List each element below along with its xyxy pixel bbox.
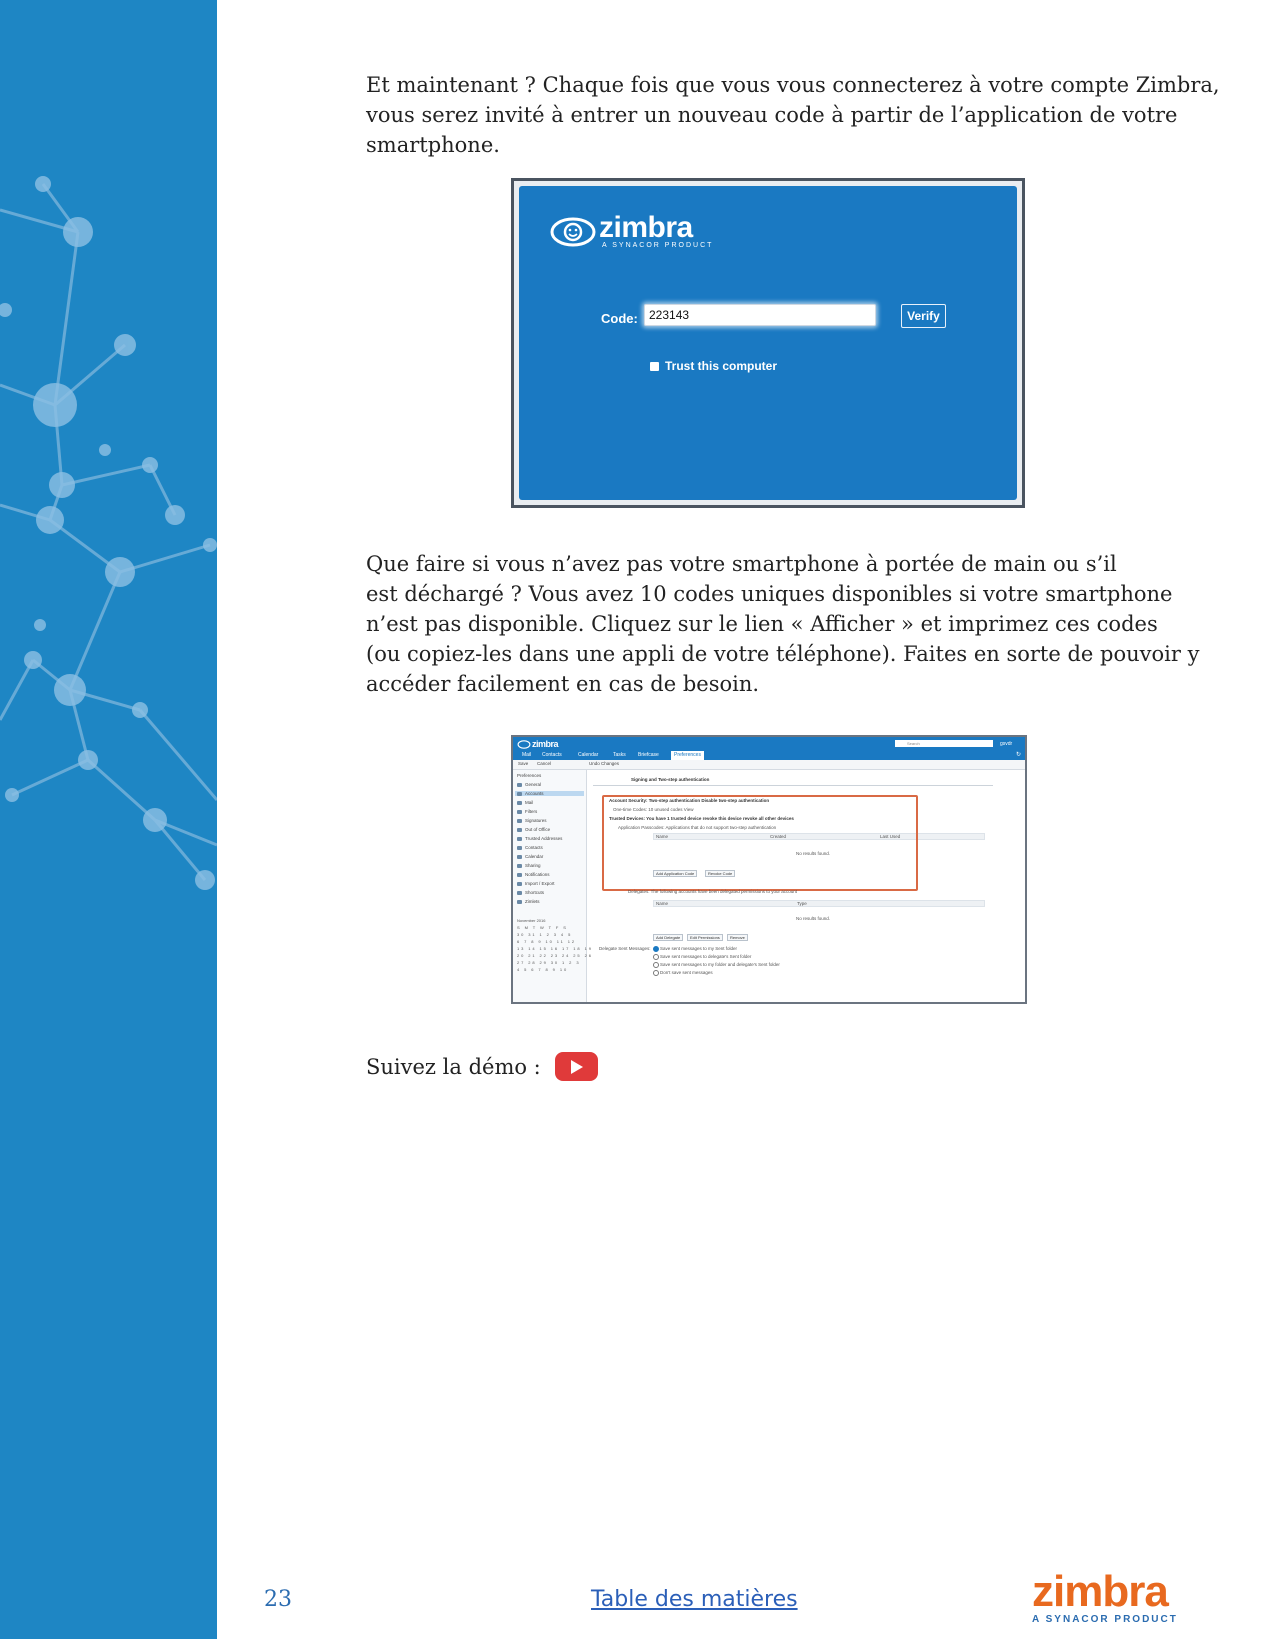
tab-calendar[interactable]: Calendar (578, 752, 599, 758)
nav-preferences[interactable] (517, 773, 541, 778)
brand-tagline: A SYNACOR PRODUCT (602, 242, 714, 249)
footer-brand-name: zimbra (1032, 1567, 1168, 1616)
backup-codes-paragraph (366, 549, 1206, 699)
demo-label: Suivez la démo : (366, 1054, 541, 1079)
nav-label: Signatures (525, 818, 547, 823)
trust-computer-label: Trust this computer (665, 359, 778, 373)
brand-name: zimbra (599, 211, 693, 244)
youtube-play-icon[interactable] (555, 1052, 598, 1081)
notifications-icon (517, 873, 522, 877)
nav-label: Notifications (525, 872, 550, 877)
nav-signatures[interactable] (517, 818, 547, 823)
nav-filters[interactable] (517, 809, 537, 814)
code-label: Code: (601, 311, 638, 326)
highlight-box (602, 795, 918, 891)
nav-notifications[interactable] (517, 872, 550, 877)
demo-line (366, 1052, 598, 1081)
col-type: Type (797, 901, 807, 906)
sharing-icon (517, 864, 522, 868)
delegates-line: Delegates: The following accounts have been delegated permissions to your account (628, 889, 798, 894)
nav-label: Preferences (517, 773, 542, 778)
footer-zimbra-logo (1032, 1567, 1192, 1625)
text-line: est déchargé ? Vous avez 10 codes uniques disponibles si votre smartphone (366, 582, 1173, 606)
refresh-icon[interactable]: ↻ (1016, 752, 1022, 758)
search-input[interactable]: Search (895, 740, 993, 747)
add-delegate-button[interactable]: Add Delegate (653, 934, 683, 941)
login-screenshot (511, 178, 1025, 508)
trusted-devices-line[interactable]: Trusted Devices: You have 1 trusted device revoke this device revoke all other devices (609, 816, 794, 821)
remove-button[interactable]: Remove (727, 934, 748, 941)
text-line: vous serez invité à entrer un nouveau code à partir de l’application de votre (366, 103, 1178, 127)
shortcuts-icon (517, 891, 522, 895)
checkbox-icon[interactable] (650, 362, 659, 371)
accounts-icon (517, 792, 522, 796)
nav-label: General (525, 782, 542, 787)
no-results-text: No results found. (796, 851, 831, 856)
nav-label: Filters (525, 809, 538, 814)
contacts-icon (517, 846, 522, 850)
text-line: smartphone. (366, 133, 500, 157)
text-line: Que faire si vous n’avez pas votre smartphone à portée de main ou s’il (366, 552, 1117, 576)
nav-label: Import / Export (525, 881, 555, 886)
radio-icon[interactable] (653, 962, 659, 968)
nav-label: Shortcuts (525, 890, 545, 895)
signature-icon (517, 819, 522, 823)
text-line: n’est pas disponible. Cliquez sur le lien « Afficher » et imprimez ces codes (366, 612, 1158, 636)
col-created: Created (770, 834, 787, 839)
tab-contacts[interactable]: Contacts (542, 752, 562, 758)
mini-calendar-row: S M T W T F S (517, 925, 568, 930)
out-of-office-icon (517, 828, 522, 832)
decorative-sidebar (0, 0, 217, 1639)
delegates-table-header (653, 900, 985, 907)
sent-option[interactable]: Save sent messages to my Sent folder (660, 946, 738, 951)
verify-button[interactable]: Verify (901, 304, 946, 328)
nav-zimlets[interactable] (517, 899, 540, 904)
nav-label: Zimlets (525, 899, 540, 904)
nav-label: Sharing (525, 863, 541, 868)
nav-trusted-addresses[interactable] (517, 836, 562, 841)
app-passcodes-line: Application Passcodes: Applications that do not support two-step authentication (618, 825, 777, 830)
preferences-screenshot (511, 735, 1027, 1004)
mini-calendar-row[interactable]: 30 31 1 2 3 4 5 (517, 932, 573, 937)
radio-icon[interactable] (653, 970, 659, 976)
col-name: Name (656, 834, 669, 839)
divider (593, 785, 993, 786)
trusted-addresses-icon (517, 837, 522, 841)
nav-out-of-office[interactable] (517, 827, 550, 832)
filter-icon (517, 810, 522, 814)
section-title: Signing and Two-step authentication (631, 777, 710, 782)
mail-icon (517, 801, 522, 805)
user-menu[interactable]: gsvdr (1000, 741, 1013, 747)
zimbra-smile-icon (517, 740, 531, 749)
nav-mail[interactable] (517, 800, 533, 805)
mini-calendar-row[interactable]: 6 7 8 9 10 11 12 (517, 939, 577, 944)
cancel-button[interactable]: Cancel (537, 761, 552, 766)
intro-paragraph (366, 70, 1220, 160)
nav-label: Contacts (525, 845, 543, 850)
calendar-icon (517, 855, 522, 859)
nav-label: Out of Office (525, 827, 551, 832)
radio-icon[interactable] (653, 954, 659, 960)
nav-accounts[interactable] (515, 791, 584, 796)
nav-general[interactable] (517, 782, 541, 787)
undo-changes-button[interactable]: Undo Changes (589, 761, 620, 766)
login-panel (519, 186, 1017, 500)
tab-preferences[interactable]: Preferences (671, 751, 704, 760)
footer-brand-tagline: A SYNACOR PRODUCT (1032, 1614, 1178, 1625)
text-line: accéder facilement en cas de besoin. (366, 672, 760, 696)
page-number: 23 (264, 1587, 292, 1612)
radio-icon[interactable] (653, 946, 659, 952)
mini-calendar-header[interactable]: November 2016 (517, 918, 546, 923)
code-input[interactable] (644, 304, 876, 326)
col-last-used: Last Used (880, 834, 901, 839)
sent-option[interactable]: Save sent messages to my folder and delegate's Sent folder (660, 962, 780, 967)
one-time-codes-line[interactable]: One-time Codes: 10 unused codes View (613, 807, 694, 812)
zimbra-logo-small (517, 739, 558, 749)
nav-contacts[interactable] (517, 845, 543, 850)
mini-calendar-row[interactable]: 27 28 29 30 1 2 3 (517, 960, 581, 965)
import-export-icon (517, 882, 522, 886)
mini-calendar-row[interactable]: 20 21 22 23 24 25 26 (517, 953, 593, 958)
no-results-text: No results found. (796, 916, 831, 921)
zimlets-icon (517, 900, 522, 904)
edit-permissions-button[interactable]: Edit Permissions (687, 934, 723, 941)
mini-calendar-row[interactable]: 4 5 6 7 8 9 10 (517, 967, 569, 972)
zimbra-smile-icon (549, 216, 597, 248)
brand-name: zimbra (532, 739, 559, 749)
save-button[interactable]: Save (518, 761, 529, 766)
text-line: (ou copiez-les dans une appli de votre téléphone). Faites en sorte de pouvoir y (366, 642, 1200, 666)
two-step-line[interactable]: Account Security: Two-step authentication Disable two-step authentication (609, 798, 770, 803)
tab-mail[interactable]: Mail (522, 752, 532, 758)
play-triangle-icon (571, 1060, 583, 1074)
nav-label: Accounts (525, 791, 544, 796)
add-app-code-button[interactable]: Add Application Code (653, 870, 697, 877)
molecule-decoration (0, 0, 217, 940)
trust-computer-checkbox[interactable] (650, 359, 777, 373)
nav-shortcuts[interactable] (517, 890, 544, 895)
table-of-contents-link[interactable]: Table des matières (591, 1587, 798, 1612)
nav-sharing[interactable] (517, 863, 541, 868)
nav-calendar[interactable] (517, 854, 543, 859)
revoke-code-button[interactable]: Revoke Code (705, 870, 735, 877)
sent-messages-label: Delegate Sent Messages: (599, 946, 651, 951)
col-name: Name (656, 901, 669, 906)
sent-option[interactable]: Save sent messages to delegate's Sent folder (660, 954, 752, 959)
sent-option[interactable]: Don't save sent messages (660, 970, 713, 975)
zimbra-logo (549, 211, 714, 249)
nav-label: Mail (525, 800, 534, 805)
tab-tasks[interactable]: Tasks (613, 752, 626, 758)
tab-briefcase[interactable]: Briefcase (638, 752, 659, 758)
general-icon (517, 783, 522, 787)
text-line: Et maintenant ? Chaque fois que vous vous connecterez à votre compte Zimbra, (366, 73, 1220, 97)
nav-label: Calendar (525, 854, 544, 859)
nav-label: Trusted Addresses (525, 836, 563, 841)
nav-import-export[interactable] (517, 881, 555, 886)
mini-calendar-row[interactable]: 13 14 15 16 17 18 19 (517, 946, 593, 951)
